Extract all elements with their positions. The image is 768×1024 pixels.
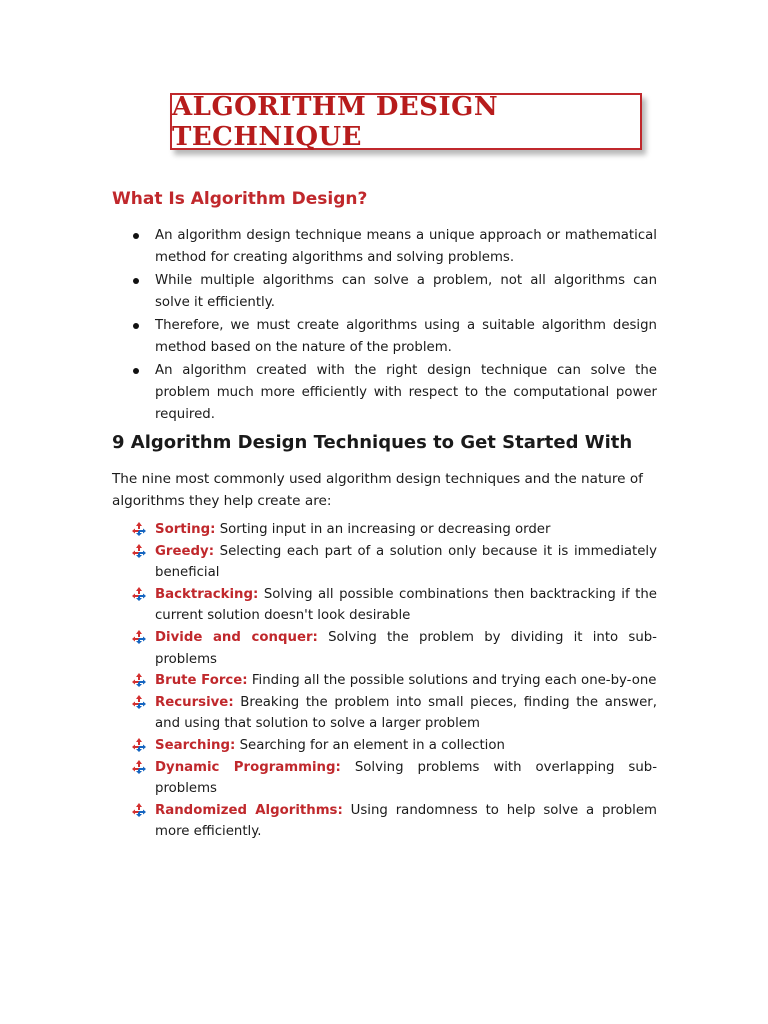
four-way-arrow-icon bbox=[132, 695, 146, 709]
technique-term: Backtracking: bbox=[155, 586, 259, 602]
bullet-dot-icon bbox=[133, 233, 139, 239]
section-heading-what-is: What Is Algorithm Design? bbox=[112, 189, 368, 209]
list-item: An algorithm design technique means a unique approach or mathematical method for creating algorithms and solving problems. bbox=[130, 225, 657, 269]
technique-item bbox=[130, 584, 657, 627]
technique-term: Randomized Algorithms: bbox=[155, 802, 343, 818]
section-heading-techniques: 9 Algorithm Design Techniques to Get Started With bbox=[112, 432, 633, 453]
technique-description: Solving the problem by dividing it into sub-problems bbox=[155, 629, 657, 667]
bullet-dot-icon bbox=[133, 278, 139, 284]
four-way-arrow-icon bbox=[132, 673, 146, 687]
title-banner bbox=[170, 93, 642, 150]
four-way-arrow-icon bbox=[132, 803, 146, 817]
technique-item bbox=[130, 519, 657, 541]
technique-term: Divide and conquer: bbox=[155, 629, 318, 645]
technique-item bbox=[130, 800, 657, 843]
four-way-arrow-icon bbox=[132, 587, 146, 601]
technique-description: Sorting input in an increasing or decreasing order bbox=[219, 522, 551, 537]
four-way-arrow-icon bbox=[132, 522, 146, 536]
technique-term: Recursive: bbox=[155, 694, 234, 710]
list-item: Therefore, we must create algorithms using a suitable algorithm design method based on the nature of the problem. bbox=[130, 315, 657, 359]
four-way-arrow-icon bbox=[132, 738, 146, 752]
technique-item bbox=[130, 692, 657, 735]
four-way-arrow-icon bbox=[132, 630, 146, 644]
technique-item bbox=[130, 541, 657, 584]
four-way-arrow-icon bbox=[132, 544, 146, 558]
technique-description: Solving problems with overlapping sub-problems bbox=[155, 759, 657, 797]
technique-item bbox=[130, 670, 657, 692]
technique-term: Dynamic Programming: bbox=[155, 759, 341, 775]
technique-term: Greedy: bbox=[155, 543, 215, 559]
intro-paragraph: The nine most commonly used algorithm design techniques and the nature of algorithms they help create are: bbox=[112, 471, 643, 509]
technique-description: Selecting each part of a solution only because it is immediately beneficial bbox=[155, 543, 657, 581]
bullet-dot-icon bbox=[133, 368, 139, 374]
definition-list bbox=[130, 225, 657, 427]
page-title: ALGORITHM DESIGN TECHNIQUE bbox=[172, 91, 499, 152]
technique-list bbox=[130, 519, 657, 843]
technique-description: Finding all the possible solutions and trying each one-by-one bbox=[251, 673, 657, 689]
technique-description: Solving all possible combinations then backtracking if the current solution doesn't look desirable bbox=[155, 586, 657, 624]
technique-description: Breaking the problem into small pieces, finding the answer, and using that solution to solve a larger problem bbox=[155, 694, 657, 732]
technique-description: Searching for an element in a collection bbox=[239, 737, 505, 753]
technique-item bbox=[130, 757, 657, 800]
technique-item bbox=[130, 627, 657, 670]
list-item: An algorithm created with the right design technique can solve the problem much more efficiently with respect to the computational power required. bbox=[130, 360, 657, 426]
technique-term: Brute Force: bbox=[155, 673, 248, 689]
technique-term: Sorting: bbox=[155, 522, 216, 537]
technique-term: Searching: bbox=[155, 737, 236, 753]
technique-description: Using randomness to help solve a problem more efficiently. bbox=[155, 802, 657, 840]
four-way-arrow-icon bbox=[132, 760, 146, 774]
bullet-dot-icon bbox=[133, 323, 139, 329]
list-item: While multiple algorithms can solve a problem, not all algorithms can solve it efficiently. bbox=[130, 270, 657, 314]
technique-item bbox=[130, 735, 657, 757]
